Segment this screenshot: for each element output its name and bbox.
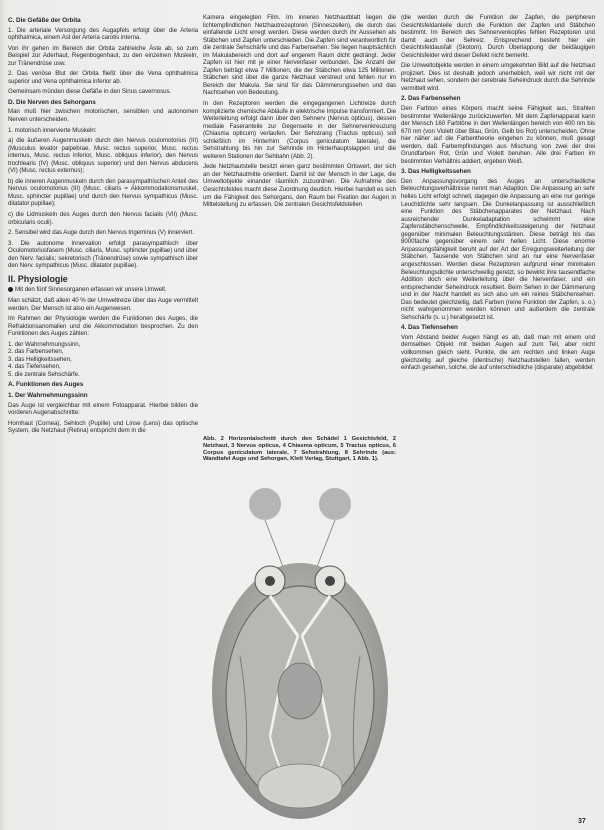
list-item: 5. die zentrale Sehschärfe.: [8, 370, 80, 378]
heading-gefaesse: C. Die Gefäße der Orbita: [8, 17, 81, 24]
heading-tiefensehen: 4. Das Tiefensehen: [401, 324, 458, 332]
paragraph: Man schätzt, daß allein 40 % der Umweltreize über das Auge vermittelt werden. Der Mensch ist also ein Augenwesen.: [8, 296, 198, 312]
text-column-right: [401, 14, 595, 814]
heading-helligkeitssehen: 3. Das Helligkeitssehen: [401, 168, 471, 176]
paragraph: Gemeinsam münden diese Gefäße in den Sinus cavernosus.: [8, 88, 172, 96]
heading-funktionen: A. Funktionen des Auges: [8, 381, 84, 389]
paragraph: b) die inneren Augenmuskeln durch den parasympathischen Anteil des Nervus oculomotorius (III) (Musc. ciliaris = Akkommodationsmuskel, Musc. sphincter pupillae) und durch den Nervus sympathicus (Musc. dilatator pupillae);: [8, 177, 198, 208]
paragraph: Das Auge ist vergleichbar mit einem Fotoapparat. Hierbei bilden die vorderen Augenabschnitte:: [8, 401, 198, 417]
heading-physiologie: II. Physiologie: [8, 273, 68, 284]
visual-field-right-shape: [319, 488, 351, 520]
paragraph: Den Anpassungsvorgang des Auges an unterschiedliche Beleuchtungsverhältnisse nennt man Adaption. Die Anpassung an sehr helles Licht erfolgt schnell, dagegen die Anpassung an eine nur geringe Leuchtdichte sehr langsam. Die Dunkelanpassung ist ausschließlich eine Funktion des Stäbchenapparates der Netzhaut. Nach ausreichender Dunkeladaptation schwimmt eine Zapfenstäbchenschwelle. Empfindlichkeitssteigerung der Netzhaut gegenüber minimalen Beleuchtungsstärken. Diese beträgt bis das 8000fache gegenüber einem sehr hellen Licht. Diese enorme Anpassungsfähigkeit beruht auf der Art der Erregungsweiterleitung der Stäbchen. Tausende von Stäbchen sind an nur eine Nervenfaser angeschlossen. Werden diese Rezeptoren aufgrund einer minimalen Beleuchtungsdichte unterschwellig gereizt, so bewirkt ihre tausendfache Addition doch eine Weiterleitung über die Nervenfaser, und ein entsprechender Seheindruck resultiert. Beim Sehen in der Dämmerung und in der Nacht handelt es sich also um ein reines Stäbchensehen. Das bedeutet gleichzeitig, daß Farben (reine Funktion der Zapfen, s. o.) nicht wahrgenommen werden können und außerdem die zentrale Sehschärfe (s. u.) herabgesetzt ist.: [401, 177, 595, 321]
paragraph: Man muß hier zwischen motorischen, sensiblen und autonomen Nerven unterscheiden.: [8, 108, 198, 124]
paragraph: Im Rahmen der Physiologie werden die Funktionen des Auges, die Refraktionsanomalien und die Akkommodation besprochen. Zu den Funktionen des Auges zählen:: [8, 315, 198, 338]
figure-caption: Abb. 2 Horizontalschnitt durch den Schädel 1 Gesichtsfeld, 2 Netzhaut, 3 Nervus opticus, 4 Chiasma opticum, 5 Tractus opticus, 6 Corpus geniculatum laterale, 7 Sehstrahlung, 8 Sehrinde (aus: Wandtafel Auge und Sehorgan, Klett Verlag, Stuttgart, 1 Abb. 1).: [203, 436, 396, 463]
paragraph: Hornhaut (Cornea), Sehloch (Pupille) und Linse (Lens) das optische System, die Netzhaut (Retina) entspricht dem in die: [8, 419, 198, 435]
text-column-left: [8, 14, 198, 814]
paragraph: Kamera eingelegten Film. Im inneren Netzhautblatt liegen die lichtempfindlichen Netzhautrezeptoren (Sinneszellen), die durch das einfallende Licht erregt werden. Diese werden durch ihr Aussehen als Stäbchen und Zapfen unterschieden. Die Zapfen sind verantwortlich für die zentrale Sehschärfe und das Farbensehen. Sie liegen hauptsächlich im Makulabereich und dort auf engerem Raum dicht gedrängt. Jeder Zapfen ist hier mit je einer Nervenfaser verbunden. Die Anzahl der Zapfen beträgt etwa 7 Millionen, die der Stäbchen etwa 125 Millionen. Stäbchen sind über die ganze Netzhaut verstreut und fehlen nur im Bereich der Makula. Sie sind für das Dämmerungssehen und das Nachtsehen von Bedeutung.: [203, 14, 396, 97]
paragraph-text: Mit den fünf Sinnesorganen erfassen wir unsere Umwelt.: [15, 286, 167, 294]
visual-field-left-shape: [249, 488, 281, 520]
skull-section-illustration: [210, 486, 396, 820]
list-item: 4. das Tiefensehen,: [8, 363, 61, 371]
list-item: 2. das Farbensehen,: [8, 348, 64, 356]
heading-wahrnehmung: 1. Der Wahrnehmungssinn: [8, 391, 88, 399]
paragraph: 1. Die arteriale Versorgung des Augapfels erfolgt über die Arteria ophthalmica, einem Ast der Arteria carotis interna.: [8, 26, 198, 42]
paragraph: a) die äußeren Augenmuskeln durch den Nervus oculomotorius (III) (Musculus levator palpebrae, Musc. rectus superior, Musc. rectus internus, Musc. rectus inferior, Musc. obliquus inferior), den Nervus trochlearis (IV) (Musc. obliquus superior) und den Nervus abducens (VI) (Musc. rectus externus);: [8, 137, 198, 175]
bullet-dot-icon: [8, 287, 13, 292]
paragraph: 1. motorisch innervierte Muskeln:: [8, 126, 97, 134]
paragraph: c) die Lidmuskeln des Auges durch den Nervus facialis (VII) (Musc. orbicularis oculi).: [8, 211, 198, 226]
paragraph: Jede Netzhautstelle besitzt einen ganz bestimmten Ortswert, der sich an der Netzhautmitte orientiert. Damit ist der Mensch in der Lage, die Umweltobjekte einander räumlich zuzuordnen. Die Aufnahme des Gesichtsfeldes macht diese Zuordnung deutlich. Hierbei handelt es sich um die Fähigkeit des Sehorgans, den Raum bei Fixation der Augen in Mittelstellung zu erfassen. Die zentralen Gesichtsfeldstellen: [203, 163, 396, 209]
paragraph: (die werden durch die Funktion der Zapfen, die peripheren Gesichtsfeldanteile durch die Funktion der Zapfen und Stäbchen bestimmt. Im Bereich des Sehnervenkopfes fehlen Rezeptoren und damit auch der Sehreiz. Entsprechend besteht hier ein Gesichtsfeldausfall (Skotom). Durch Überlappung der beidäugigen Gesichtsfelder wird dieser Defekt nicht bemerkt.: [401, 14, 595, 59]
list-item: 3. das Helligkeitssehen,: [8, 355, 72, 363]
heading-nerven: D. Die Nerven des Sehorgans: [8, 98, 96, 106]
text-column-middle: [203, 14, 396, 439]
page-number: 37: [578, 818, 586, 825]
skull-section-figure: [210, 486, 396, 820]
paragraph: In den Rezeptoren werden die eingegangenen Lichtreize durch komplizierte chemische Abläufe in elektrische Impulse transformiert. Die Weiterleitung erfolgt dann über den Sehnerv (Nervus opticus), dessen mediale Faseranteile zur Gegenseite in der Sehnervenkreuzung (Chiasma opticum) verlaufen. Der Sehstrang (Tractus opticus) soll schließlich im Hinterhirn (Corpus geniculatum laterale), die Sehstrahlung bis hin zur Sehrinde im Hinterhauptslappen und die weiteren Stationen der Sehbahn (Abb. 2).: [203, 100, 396, 160]
paragraph: Von ihr gehen im Bereich der Orbita zahlreiche Äste ab, so zum Beispiel zur Aderhaut, Regenbogenhaut, zu den einzelnen Muskeln, zur Tränendrüse usw.: [8, 44, 198, 67]
heading-farbensehen: 2. Das Farbensehen: [401, 95, 461, 103]
function-list: [8, 341, 198, 379]
paragraph: Die Umweltobjekte werden in einem umgekehrten Bild auf die Netzhaut projiziert. Dies ist deshalb jedoch unerheblich, weil wir nicht mit der Netzhaut sehen, sondern der cerebrale Seheindruck durch die Sehrinde vermittelt wird.: [401, 62, 595, 92]
paragraph: 3. Die autonome Innervation erfolgt parasympathisch über Oculomotoriusfasern (Musc. ciliaris, Musc. sphincter pupillae) und über den Nerv. facialis; sekretorisch (Tränendrüse) sowie sympathisch über den Nerv. sympathicus (Musc. dilatator pupillae).: [8, 239, 198, 270]
paragraph: 2. Sensibel wird das Auge durch den Nervus trigeminus (V) innerviert.: [8, 229, 194, 237]
paragraph: Vom Abstand beider Augen hängt es ab, daß man mit einem und demselben Objekt mit beiden Augen auf zum Teil, aber nicht vollkommen gleich sieht. Punkte, die am rechten und linken Auge gleichzeitig auf gleiche (identische) Netzhautstellen fallen, werden einfach gesehen, solche, die auf unterschiedliche (disparate) abgebildet: [401, 333, 595, 372]
paragraph: 2. Das venöse Blut der Orbita fließt über die Vena ophthalmica superior und Vena ophthalmica inferior ab.: [8, 70, 198, 85]
paragraph: [8, 286, 198, 294]
list-item: 1. der Wahrnehmungssinn,: [8, 340, 81, 348]
paragraph: Den Farbton eines Körpers macht seine Fähigkeit aus, Strahlen bestimmter Wellenlänge zurückzuwerfen. Mit dem Zapfenapparat kann der Mensch 160 Farbtöne in den Wellenlängen bereich von 400 nm bis 670 nm (von Violett über Blau, Grün, Gelb bis Rot) unterscheiden. Ohne hier näher auf die Farbentheorie eingehen zu können, muß gesagt werden, daß Farbempfindungen aus Mischung von zwei der drei Grundfarben Rot, Grün und Violett beruhen. Alle drei Farben im bestimmten Verhältnis addiert, ergeben Weiß.: [401, 105, 595, 165]
